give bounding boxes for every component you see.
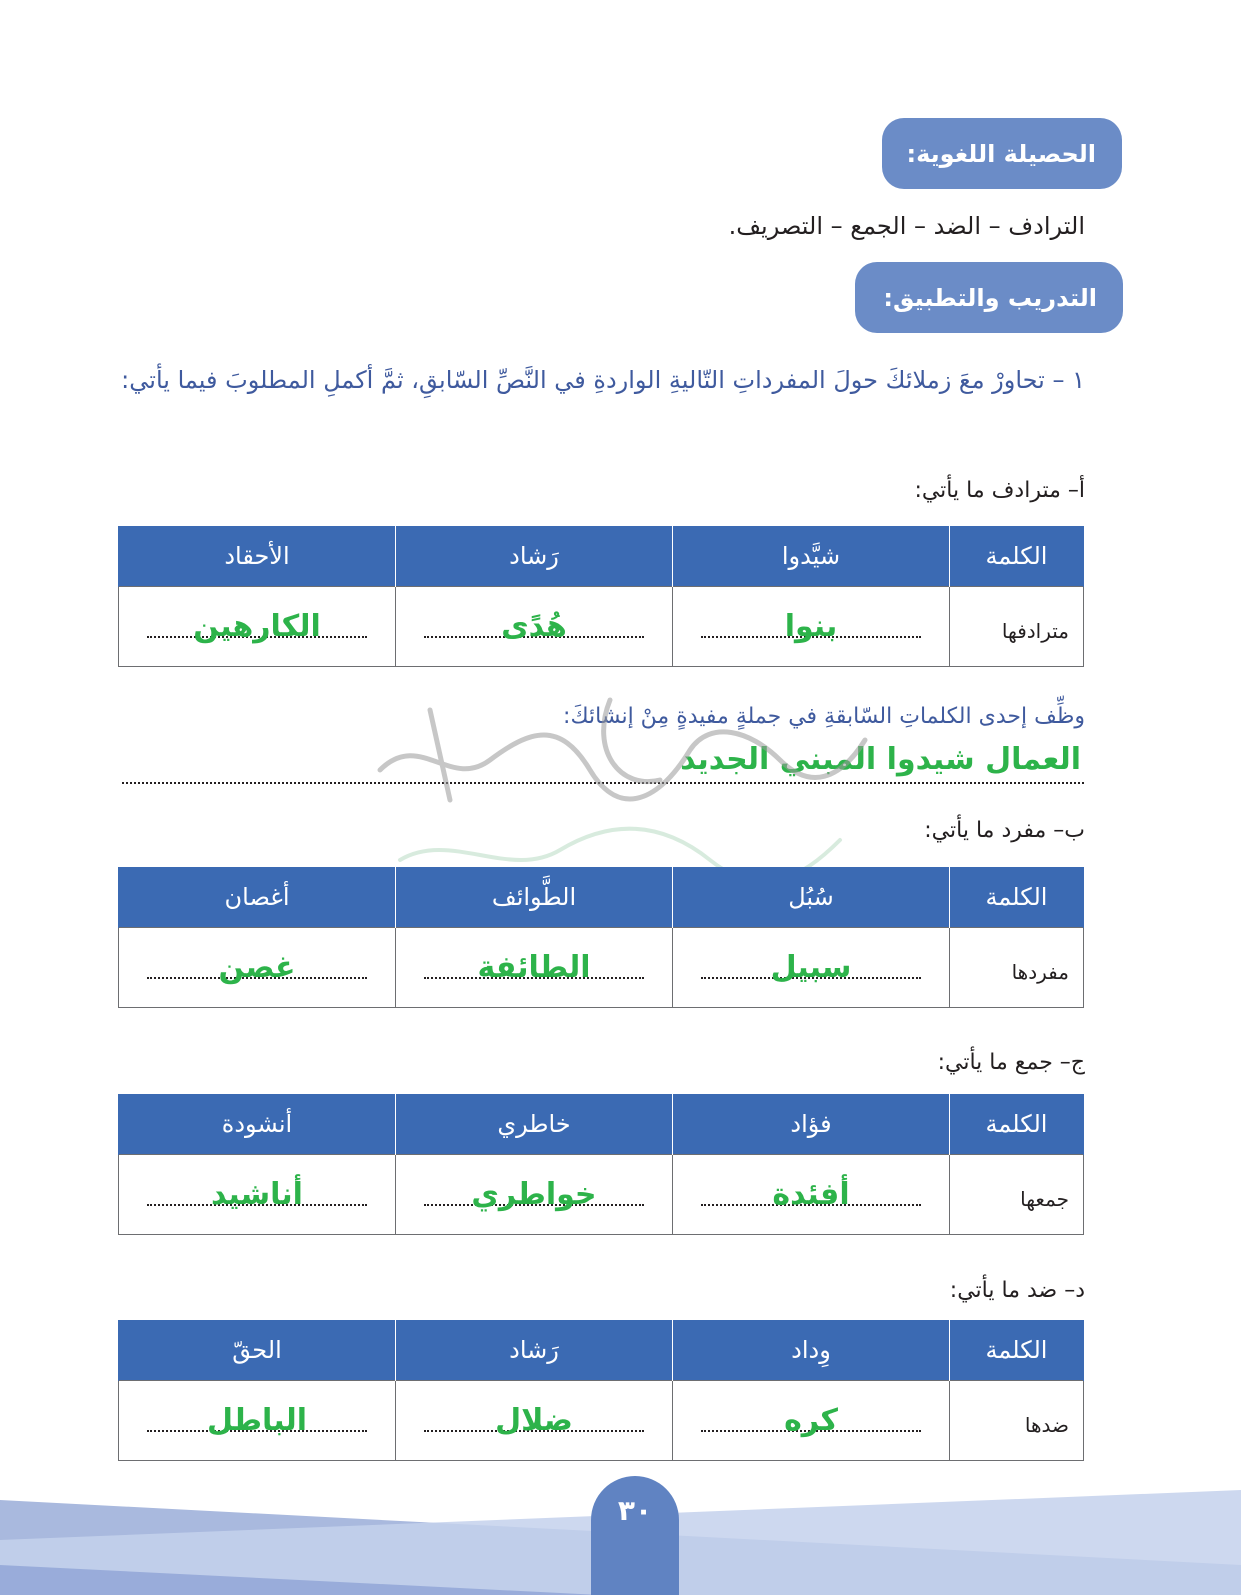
plurals-table xyxy=(118,1094,1084,1235)
answer-cell[interactable] xyxy=(673,927,950,1007)
table-row xyxy=(119,927,1084,1007)
answer-cell[interactable] xyxy=(119,1380,396,1460)
answer-cell[interactable] xyxy=(673,586,950,666)
header-cell: وِداد xyxy=(673,1320,950,1380)
handwritten-answer: ضلال xyxy=(495,1402,573,1438)
header-cell: رَشاد xyxy=(396,1320,673,1380)
page-number: ٣٠ xyxy=(617,1494,653,1527)
answer-cell[interactable] xyxy=(396,586,673,666)
header-cell: أغصان xyxy=(119,867,396,927)
sentence-prompt: وظِّف إحدى الكلماتِ السّابقةِ في جملةٍ مفيدةٍ مِنْ إنشائكَ: xyxy=(563,704,1085,729)
table-row xyxy=(119,1154,1084,1234)
row-label: مفردها xyxy=(950,927,1084,1007)
table-header-row xyxy=(119,1320,1084,1380)
practice-heading-text: التدريب والتطبيق: xyxy=(883,283,1097,312)
practice-heading xyxy=(855,262,1123,333)
singulars-table xyxy=(118,867,1084,1008)
header-word: الكلمة xyxy=(950,526,1084,586)
header-cell: رَشاد xyxy=(396,526,673,586)
header-cell: الحقّ xyxy=(119,1320,396,1380)
page-number-tab xyxy=(591,1476,679,1595)
row-label: جمعها xyxy=(950,1154,1084,1234)
header-word: الكلمة xyxy=(950,867,1084,927)
header-cell: الطَّوائف xyxy=(396,867,673,927)
table-header-row xyxy=(119,867,1084,927)
section-a-title: أ– مترادف ما يأتي: xyxy=(914,478,1085,503)
sentence-answer: العمال شيدوا المبني الجديد xyxy=(680,742,1081,777)
handwritten-answer: الكارهين xyxy=(193,608,321,644)
topics-line: الترادف – الضد – الجمع – التصريف. xyxy=(728,212,1085,240)
header-cell: سُبُل xyxy=(673,867,950,927)
table-row xyxy=(119,586,1084,666)
answer-cell[interactable] xyxy=(119,586,396,666)
section-c-title: ج– جمع ما يأتي: xyxy=(937,1050,1085,1075)
section-d-title: د– ضد ما يأتي: xyxy=(949,1278,1085,1303)
handwritten-answer: الباطل xyxy=(206,1402,308,1438)
answer-cell[interactable] xyxy=(673,1380,950,1460)
handwritten-answer: هُدًى xyxy=(501,608,567,644)
handwritten-answer: خواطري xyxy=(471,1176,597,1212)
handwritten-answer: سبيل xyxy=(770,949,852,985)
handwritten-answer: أفئدة xyxy=(772,1176,850,1212)
header-cell: الأحقاد xyxy=(119,526,396,586)
table-header-row xyxy=(119,526,1084,586)
table-row xyxy=(119,1380,1084,1460)
handwritten-answer: بنوا xyxy=(784,608,838,644)
answer-cell[interactable] xyxy=(119,927,396,1007)
header-word: الكلمة xyxy=(950,1094,1084,1154)
sentence-dotted-line[interactable] xyxy=(122,782,1084,784)
header-cell: شيَّدوا xyxy=(673,526,950,586)
answer-cell[interactable] xyxy=(396,1154,673,1234)
exercise-instruction: ١ – تحاورْ معَ زملائكَ حولَ المفرداتِ التّاليةِ الواردةِ في النَّصِّ السّابقِ، ثمَّ أكملِ المطلوبَ فيما يأتي: xyxy=(121,366,1085,394)
section-b-title: ب– مفرد ما يأتي: xyxy=(924,818,1085,843)
answer-cell[interactable] xyxy=(673,1154,950,1234)
answer-cell[interactable] xyxy=(396,927,673,1007)
row-label: ضدها xyxy=(950,1380,1084,1460)
handwritten-answer: غصن xyxy=(218,949,296,985)
header-cell: فؤاد xyxy=(673,1094,950,1154)
section-heading-text: الحصيلة اللغوية: xyxy=(906,139,1096,168)
section-heading xyxy=(882,118,1122,189)
antonyms-table xyxy=(118,1320,1084,1461)
header-word: الكلمة xyxy=(950,1320,1084,1380)
handwritten-answer: الطائفة xyxy=(477,949,591,985)
synonyms-table xyxy=(118,526,1084,667)
handwritten-answer: أناشيد xyxy=(211,1176,303,1212)
header-cell: أنشودة xyxy=(119,1094,396,1154)
row-label: مترادفها xyxy=(950,586,1084,666)
header-cell: خاطري xyxy=(396,1094,673,1154)
answer-cell[interactable] xyxy=(119,1154,396,1234)
answer-cell[interactable] xyxy=(396,1380,673,1460)
table-header-row xyxy=(119,1094,1084,1154)
handwritten-answer: كره xyxy=(784,1402,838,1438)
